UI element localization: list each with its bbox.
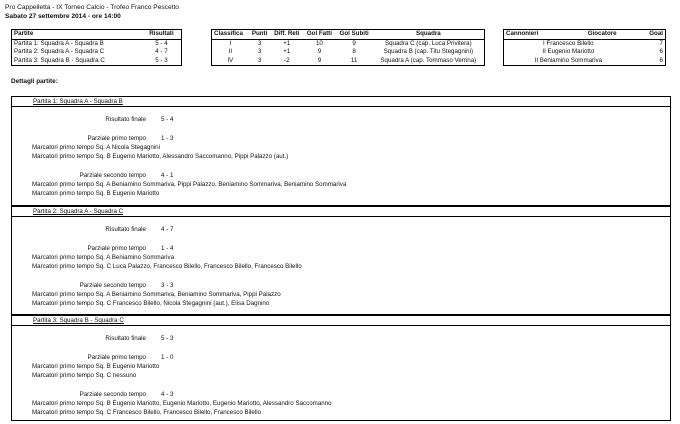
final-score: 5 - 3 (161, 335, 174, 342)
final-score: 4 - 7 (161, 226, 174, 233)
match-name: Partita 2: Squadra A - Squadra C (14, 48, 105, 55)
scorer-list: Eugenio Mariotto, Alessandro Saccomanno, Pippi Palazzo (aut.) (112, 153, 289, 160)
scorer-name: I Francesco Bilello (543, 39, 594, 47)
standing-team: Squadra B (cap. Titu Stegagnini) (383, 48, 474, 55)
standing-gf: 10 (315, 39, 323, 47)
match-title: Partita 2: Squadra A - Squadra C (12, 207, 670, 217)
half1-label: Parziale primo tempo (87, 354, 146, 361)
half2-label: Parziale secondo tempo (79, 391, 146, 398)
scorer-label: Marcatori primo tempo Sq. A (32, 291, 111, 298)
half1-label: Parziale primo tempo (87, 245, 146, 252)
half2-label: Parziale secondo tempo (79, 172, 146, 179)
standing-ga: 11 (350, 56, 358, 64)
scorer-goals: 6 (659, 56, 663, 64)
half2-scorers-c (32, 300, 269, 307)
header-goal: Goal (633, 30, 666, 40)
half2-scorers-a (32, 291, 281, 298)
scorer-label: Marcatori primo tempo Sq. C (32, 372, 112, 379)
scorer-label: Marcatori primo tempo Sq. C (32, 263, 112, 270)
scorer-list: Eugenio Mariotto (112, 190, 160, 197)
half1-label: Parziale primo tempo (87, 135, 146, 142)
match-name: Partita 1: Squadra A - Squadra B (14, 39, 104, 47)
scorer-label: Marcatori primo tempo Sq. A (32, 144, 111, 151)
match-title: Partita 1: Squadra A - Squadra B (12, 97, 670, 107)
scorer-label: Marcatori primo tempo Sq. B (32, 363, 111, 370)
details-title: Dettagli partite: (11, 78, 58, 85)
header-squadra: Squadra (373, 30, 485, 40)
match-result: 5 - 4 (155, 39, 168, 47)
table-header-row (12, 30, 182, 40)
scorer-goals: 6 (659, 48, 663, 55)
scorer-name: II Eugenio Mariotto (542, 48, 595, 55)
document-title: Pro Cappelletta - IX Torneo Calcio - Trofeo Franco Pescetto (5, 4, 179, 11)
table-row (504, 39, 666, 48)
table-row (212, 48, 485, 57)
table-row (504, 57, 666, 66)
table-row (212, 39, 485, 48)
match-detail-1 (11, 96, 671, 206)
match-title: Partita 3: Squadra B - Squadra C (12, 316, 670, 326)
half1-scorers-a (32, 254, 174, 261)
final-label: Risultato finale (105, 335, 146, 342)
half2-score: 4 - 3 (161, 391, 174, 398)
standing-gf: 9 (317, 48, 322, 55)
half2-score: 4 - 1 (161, 172, 174, 179)
scorer-goals: 7 (659, 39, 663, 47)
standing-ga: 8 (352, 48, 356, 55)
standing-points: 3 (257, 56, 262, 64)
scorer-label: Marcatori primo tempo Sq. C (32, 409, 112, 416)
scorer-label: Marcatori primo tempo Sq. B (32, 400, 111, 407)
scorer-list: Francesco Bilello, Nicola Stegagnini (aut.), Elisa Dagnino (112, 300, 270, 307)
match-detail-2 (11, 206, 671, 315)
header-giocatore: Giocatore (572, 30, 633, 40)
standings-table (211, 29, 485, 66)
header-gol-fatti: Gol Fatti (303, 30, 335, 40)
table-row (12, 57, 182, 66)
scorer-label: Marcatori primo tempo Sq. B (32, 190, 111, 197)
standing-rank: II (228, 48, 233, 55)
scorer-list: Eugenio Mariotto (112, 363, 160, 370)
half2-label: Parziale secondo tempo (79, 282, 146, 289)
header-risultati: Risultati (142, 30, 182, 40)
table-header-row (212, 30, 485, 40)
final-label: Risultato finale (105, 116, 146, 123)
standing-rank: I (229, 39, 232, 47)
table-header-row (504, 30, 666, 40)
half1-score: 1 - 4 (161, 245, 174, 252)
scorer-list: Eugenio Mariotto, Eugenio Mariotto, Eugenio Mariotto, Alessandro Saccomanno (112, 400, 332, 407)
half1-score: 1 - 3 (161, 135, 174, 142)
match-detail-3 (11, 315, 671, 421)
standing-diff: -2 (284, 56, 290, 64)
scorer-label: Marcatori primo tempo Sq. B (32, 153, 111, 160)
standing-points: 3 (257, 48, 262, 55)
document-date: Sabato 27 settembre 2014 - ore 14:00 (5, 13, 121, 20)
header-partite: Partite (12, 30, 142, 40)
scorer-list: Beniamino Sommariva, Beniamino Sommariva, Pippi Palazzo (111, 291, 281, 298)
standing-rank: IV (227, 56, 234, 64)
half1-scorers-c (32, 263, 302, 270)
scorer-name: II Beniamino Sommariva (534, 56, 603, 64)
scorer-list: Beniamino Sommariva (111, 254, 175, 261)
table-row (12, 39, 182, 48)
standing-diff: +1 (283, 48, 291, 55)
standing-diff: +1 (283, 39, 291, 47)
scorer-list: Francesco Bilello, Francesco Bilello, Francesco Bilello (112, 409, 262, 416)
scorer-list: Beniamino Sommariva, Pippi Palazzo, Beniamino Sommariva, Beniamino Sommariva (111, 181, 347, 188)
match-result: 4 - 7 (155, 48, 168, 55)
scorer-list: nessuno (112, 372, 137, 379)
header-cannonieri: Cannonieri (504, 30, 572, 40)
scorer-list: Nicola Stegagnini (111, 144, 160, 151)
scorer-label: Marcatori primo tempo Sq. A (32, 181, 111, 188)
standing-points: 3 (257, 39, 262, 47)
half2-scorers-b (32, 400, 332, 407)
half1-scorers-a (32, 144, 160, 151)
header-punti: Punti (249, 30, 271, 40)
table-row (12, 48, 182, 57)
scorer-list: Luca Palazzo, Francesco Bilello, Francesco Bilello, Francesco Bilello (112, 263, 302, 270)
scorer-label: Marcatori primo tempo Sq. A (32, 254, 111, 261)
header-classifica: Classifica (212, 30, 249, 40)
standing-ga: 9 (352, 39, 356, 47)
standing-team: Squadra A (cap. Tommaso Verrina) (380, 56, 477, 64)
half1-scorers-b (32, 153, 288, 160)
final-score: 5 - 4 (161, 116, 174, 123)
matches-summary-table (11, 29, 182, 66)
standing-gf: 9 (317, 56, 322, 64)
standing-team: Squadra C (cap. Luca Privitera) (384, 39, 472, 47)
scorer-label: Marcatori primo tempo Sq. C (32, 300, 112, 307)
header-gol-subiti: Gol Subiti (336, 30, 373, 40)
table-row (504, 48, 666, 57)
half2-score: 3 - 3 (161, 282, 174, 289)
header-diff-reti: Diff. Reti (270, 30, 303, 40)
scorers-table (503, 29, 666, 66)
half1-scorers-b (32, 363, 159, 370)
half1-scorers-c (32, 372, 136, 379)
final-label: Risultato finale (105, 226, 146, 233)
half2-scorers-c (32, 409, 261, 416)
half2-scorers-a (32, 181, 346, 188)
match-name: Partita 3: Squadra B - Squadra C (14, 56, 105, 64)
half2-scorers-b (32, 190, 159, 197)
match-result: 5 - 3 (155, 56, 168, 64)
table-row (212, 57, 485, 66)
half1-score: 1 - 0 (161, 354, 174, 361)
